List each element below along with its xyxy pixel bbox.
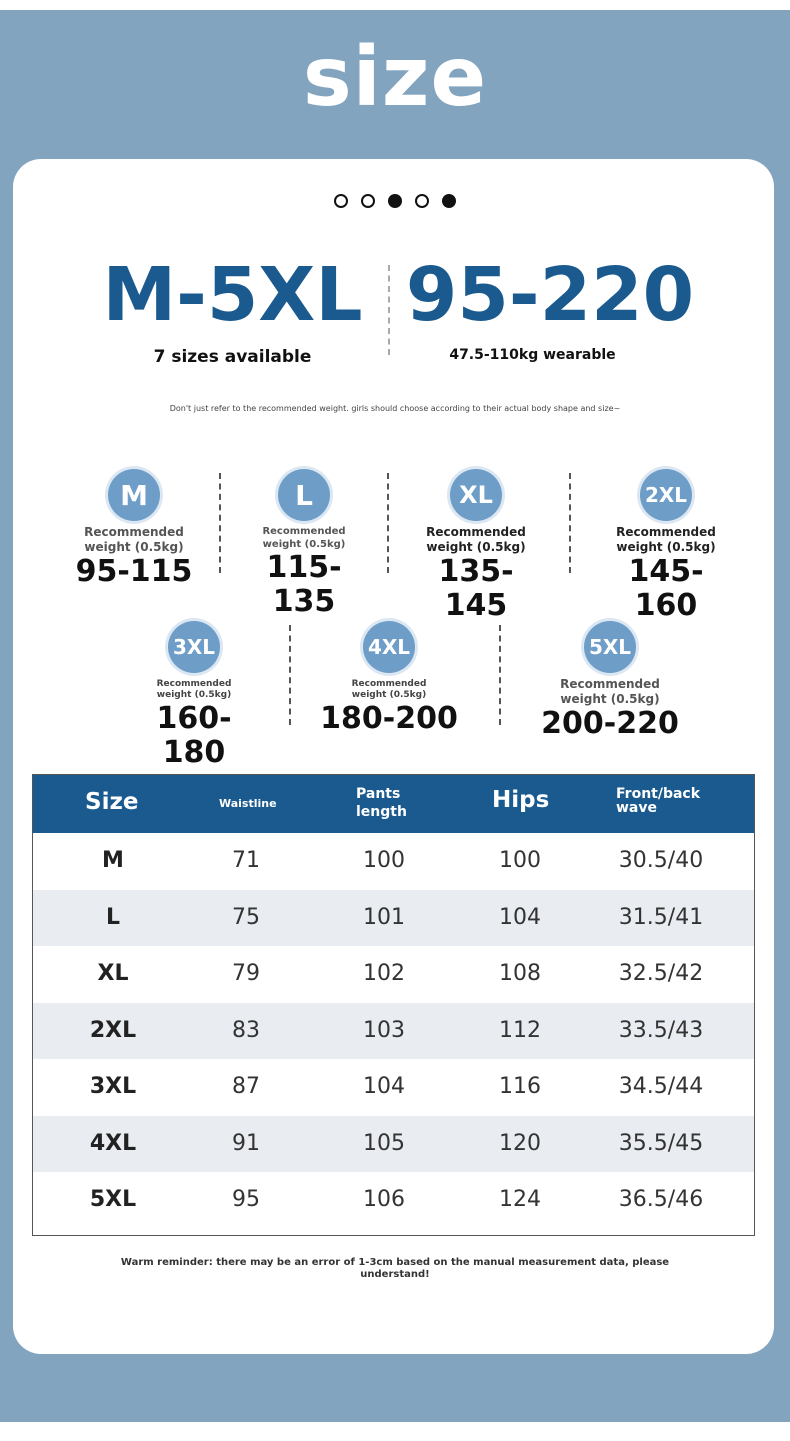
size-range-caption: 7 sizes available [153, 347, 312, 367]
cell-pants-length: 104 [363, 1074, 405, 1099]
weight-range-caption: 47.5-110kg wearable [449, 347, 616, 363]
recommended-label: Recommended [351, 679, 427, 689]
size-badge: 3XL [168, 621, 220, 673]
weight-range: 95-115 [75, 554, 193, 589]
cell-pants-length: 106 [363, 1187, 405, 1212]
recommended-label: Recommended [616, 525, 716, 539]
size-badge-item [410, 469, 542, 623]
cell-hips: 104 [499, 904, 541, 930]
recommended-label: Recommended [84, 525, 184, 539]
weight-range: 135-145 [438, 554, 514, 623]
cell-pants-length: 102 [363, 961, 405, 986]
recommended-label: Recommended [560, 677, 660, 691]
size-badge: XL [450, 469, 502, 521]
cell-size: M [102, 848, 124, 873]
recommended-label: Recommended [262, 526, 346, 537]
size-range-heading: M-5XL [102, 252, 363, 338]
header-hips: Hips [492, 787, 550, 813]
cell-hips: 108 [499, 961, 541, 986]
weight-range: 115-135 [266, 550, 342, 619]
pager-dot-active[interactable] [442, 194, 456, 208]
cell-size: 2XL [89, 1017, 137, 1043]
cell-waistline: 71 [232, 848, 260, 873]
header-waistline: Waistline [219, 797, 277, 810]
cell-wave: 33.5/43 [618, 1017, 704, 1043]
size-badge: M [108, 469, 160, 521]
measurement-note: Warm reminder: there may be an error of 1-3cm based on the manual measurement data, please understand! [120, 1257, 670, 1280]
weight-unit-label: weight (0.5kg) [156, 690, 232, 701]
weight-unit-label: weight (0.5kg) [560, 692, 660, 706]
weight-unit-label: weight (0.5kg) [426, 540, 526, 554]
cell-wave: 32.5/42 [618, 961, 704, 986]
table-row [33, 833, 754, 890]
size-badge-item [320, 621, 458, 736]
cell-hips: 116 [499, 1074, 541, 1099]
cell-size: 3XL [89, 1074, 137, 1099]
badge-divider [289, 625, 291, 725]
cell-wave: 34.5/44 [618, 1074, 704, 1099]
cell-hips: 120 [499, 1130, 541, 1156]
page-title: size [302, 30, 488, 125]
size-badge: 2XL [640, 469, 692, 521]
table-row [33, 1116, 754, 1173]
cell-waistline: 95 [232, 1187, 260, 1212]
cell-hips: 124 [499, 1187, 541, 1212]
cell-waistline: 83 [232, 1017, 260, 1043]
cell-hips: 100 [499, 848, 541, 873]
size-badge-item [72, 469, 196, 589]
badge-divider [499, 625, 501, 725]
weight-range: 145-160 [628, 554, 704, 623]
cell-size: L [105, 904, 121, 930]
cell-size: 4XL [89, 1130, 137, 1156]
header-wave: Front/back wave [616, 786, 701, 816]
cell-waistline: 75 [232, 904, 260, 930]
cell-waistline: 91 [232, 1130, 260, 1156]
table-row [33, 1059, 754, 1116]
table-row [33, 1003, 754, 1060]
cell-size: XL [97, 961, 129, 986]
badge-divider [387, 473, 389, 573]
recommended-label: Recommended [426, 525, 526, 539]
weight-unit-label: weight (0.5kg) [616, 540, 716, 554]
weight-range: 200-220 [541, 706, 679, 741]
cell-wave: 35.5/45 [618, 1130, 704, 1156]
cell-size: 5XL [89, 1187, 137, 1212]
pager-dot[interactable] [334, 194, 348, 208]
cell-hips: 112 [499, 1017, 541, 1043]
cell-wave: 30.5/40 [618, 848, 704, 873]
cell-pants-length: 103 [363, 1017, 405, 1043]
disclaimer-text: Don't just refer to the recommended weight. girls should choose according to their actual body shape and size~ [169, 404, 621, 413]
pager-dot[interactable] [361, 194, 375, 208]
cell-wave: 36.5/46 [618, 1187, 704, 1212]
size-badge-item [600, 469, 732, 623]
pager-dot[interactable] [415, 194, 429, 208]
table-row [33, 890, 754, 947]
cell-waistline: 79 [232, 961, 260, 986]
size-badge: L [278, 469, 330, 521]
cell-pants-length: 105 [363, 1130, 405, 1156]
cell-wave: 31.5/41 [618, 904, 704, 930]
size-table [32, 774, 755, 1236]
weight-range: 160-180 [156, 700, 232, 770]
table-header [33, 775, 754, 833]
table-row [33, 946, 754, 1003]
header-size: Size [85, 789, 139, 815]
cell-waistline: 87 [232, 1074, 260, 1099]
hero-divider [388, 265, 390, 355]
badge-divider [219, 473, 221, 573]
cell-pants-length: 101 [363, 904, 405, 930]
table-row [33, 1172, 754, 1229]
size-badge-item [128, 621, 260, 770]
recommended-label: Recommended [156, 679, 232, 689]
pager-dot-active[interactable] [388, 194, 402, 208]
weight-range-heading: 95-220 [405, 252, 695, 338]
weight-range: 180-200 [320, 700, 458, 736]
pager-dots [0, 194, 790, 208]
cell-pants-length: 100 [363, 848, 405, 873]
size-badge: 4XL [363, 621, 415, 673]
size-badge-item [540, 621, 680, 741]
weight-unit-label: weight (0.5kg) [262, 538, 346, 550]
size-badge: 5XL [584, 621, 636, 673]
weight-unit-label: weight (0.5kg) [84, 540, 184, 554]
size-badge-item [240, 469, 368, 619]
badge-divider [569, 473, 571, 573]
weight-unit-label: weight (0.5kg) [351, 690, 427, 701]
header-pants-length: Pants length [356, 786, 407, 820]
